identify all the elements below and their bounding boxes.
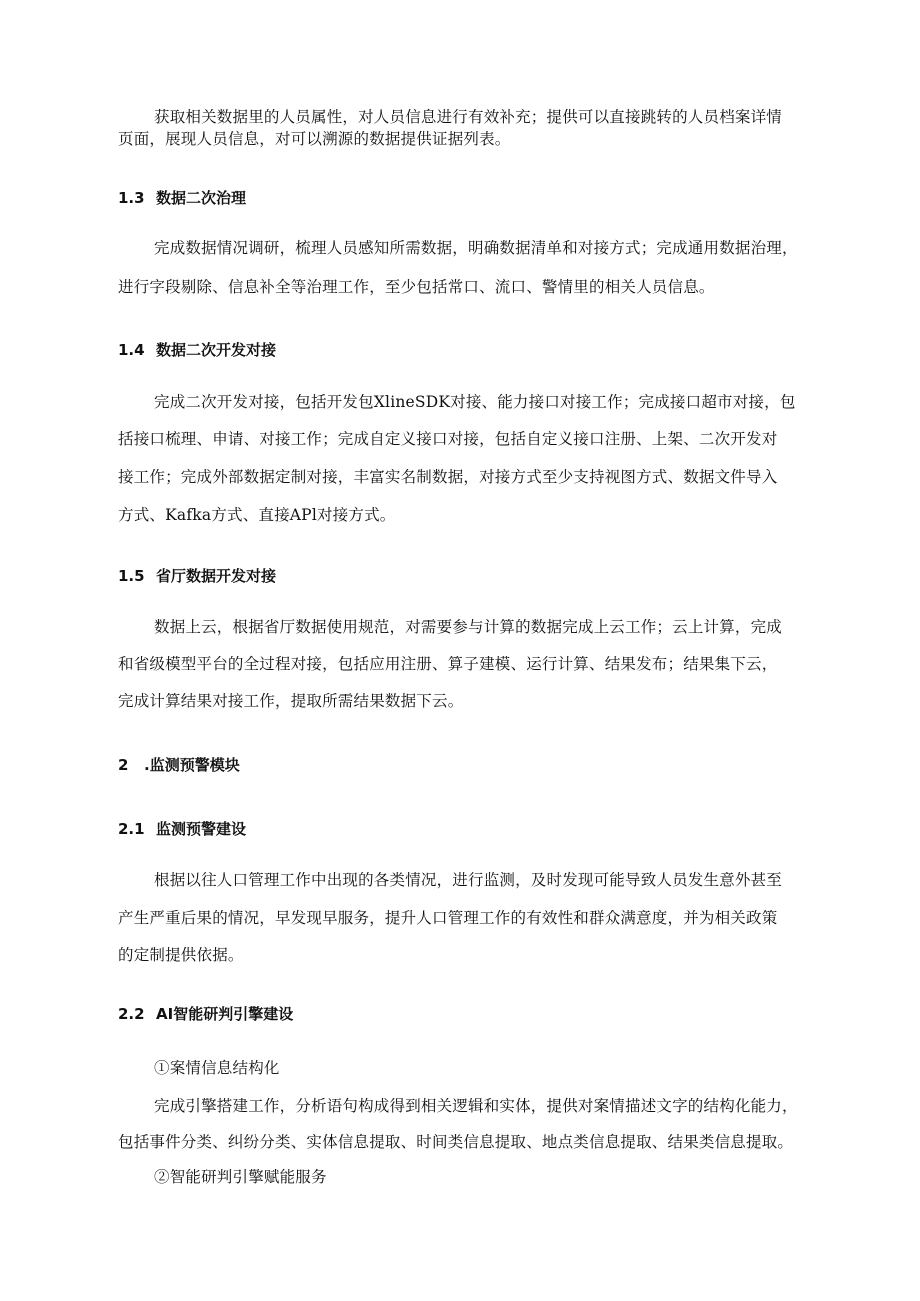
section-number: 2 [118,756,129,774]
section-number: 2.1 [118,820,145,838]
section-heading [118,187,246,209]
paragraph-line: 完成数据情况调研，梳理人员感知所需数据，明确数据清单和对接方式；完成通用数据治理， [154,239,798,257]
paragraph-line: 包括事件分类、纠纷分类、实体信息提取、时间类信息提取、地点类信息提取、结果类信息提取。 [118,1133,794,1151]
section-title: 数据二次治理 [156,189,247,207]
paragraph-line: 完成计算结果对接工作，提取所需结果数据下云。 [118,692,464,710]
paragraph-line: 进行字段剔除、信息补全等治理工作，至少包括常口、流口、警情里的相关人员信息。 [118,278,715,296]
list-item-title: ①案情信息结构化 [154,1059,280,1077]
section-number: 1.5 [118,567,145,585]
paragraph-line: 根据以往人口管理工作中出现的各类情况，进行监测，及时发现可能导致人员发生意外甚至 [154,871,783,889]
section-heading [118,754,240,776]
section-title: 监测预警建设 [156,820,247,838]
paragraph-line: 方式、Kafka方式、直接APl对接方式。 [118,506,396,524]
paragraph-line: 产生严重后果的情况，早发现早服务，提升人口管理工作的有效性和群众满意度，并为相关政策 [118,909,778,927]
section-number: 1.3 [118,189,145,207]
paragraph-line: 完成引擎搭建工作，分析语句构成得到相关逻辑和实体，提供对案情描述文字的结构化能力， [154,1097,798,1115]
section-heading [118,1003,293,1025]
paragraph-line: 数据上云，根据省厅数据使用规范，对需要参与计算的数据完成上云工作；云上计算，完成 [154,618,783,636]
paragraph-line: 和省级模型平台的全过程对接，包括应用注册、算子建模、运行计算、结果发布；结果集下云， [118,655,778,673]
section-number: 1.4 [118,341,145,359]
paragraph-line: 括接口梳理、申请、对接工作；完成自定义接口对接，包括自定义接口注册、上架、二次开发对 [118,430,778,448]
section-heading [118,339,276,361]
paragraph-line: 的定制提供依据。 [118,946,244,964]
section-heading [118,565,276,587]
section-title: 数据二次开发对接 [156,341,277,359]
paragraph-line: 接工作；完成外部数据定制对接，丰富实名制数据，对接方式至少支持视图方式、数据文件导入 [118,468,778,486]
section-title: 省厅数据开发对接 [156,567,277,585]
paragraph-line: 获取相关数据里的人员属性，对人员信息进行有效补充；提供可以直接跳转的人员档案详情 [154,108,783,126]
section-title: AI智能研判引擎建设 [156,1005,294,1023]
section-heading [118,818,246,840]
section-number: 2.2 [118,1005,145,1023]
section-title: .监测预警模块 [144,756,240,774]
paragraph-line: 页面，展现人员信息，对可以溯源的数据提供证据列表。 [118,130,511,148]
paragraph-line: 完成二次开发对接，包括开发包XlineSDK对接、能力接口对接工作；完成接口超市对接，包 [154,393,796,411]
list-item-title: ②智能研判引擎赋能服务 [154,1168,327,1186]
